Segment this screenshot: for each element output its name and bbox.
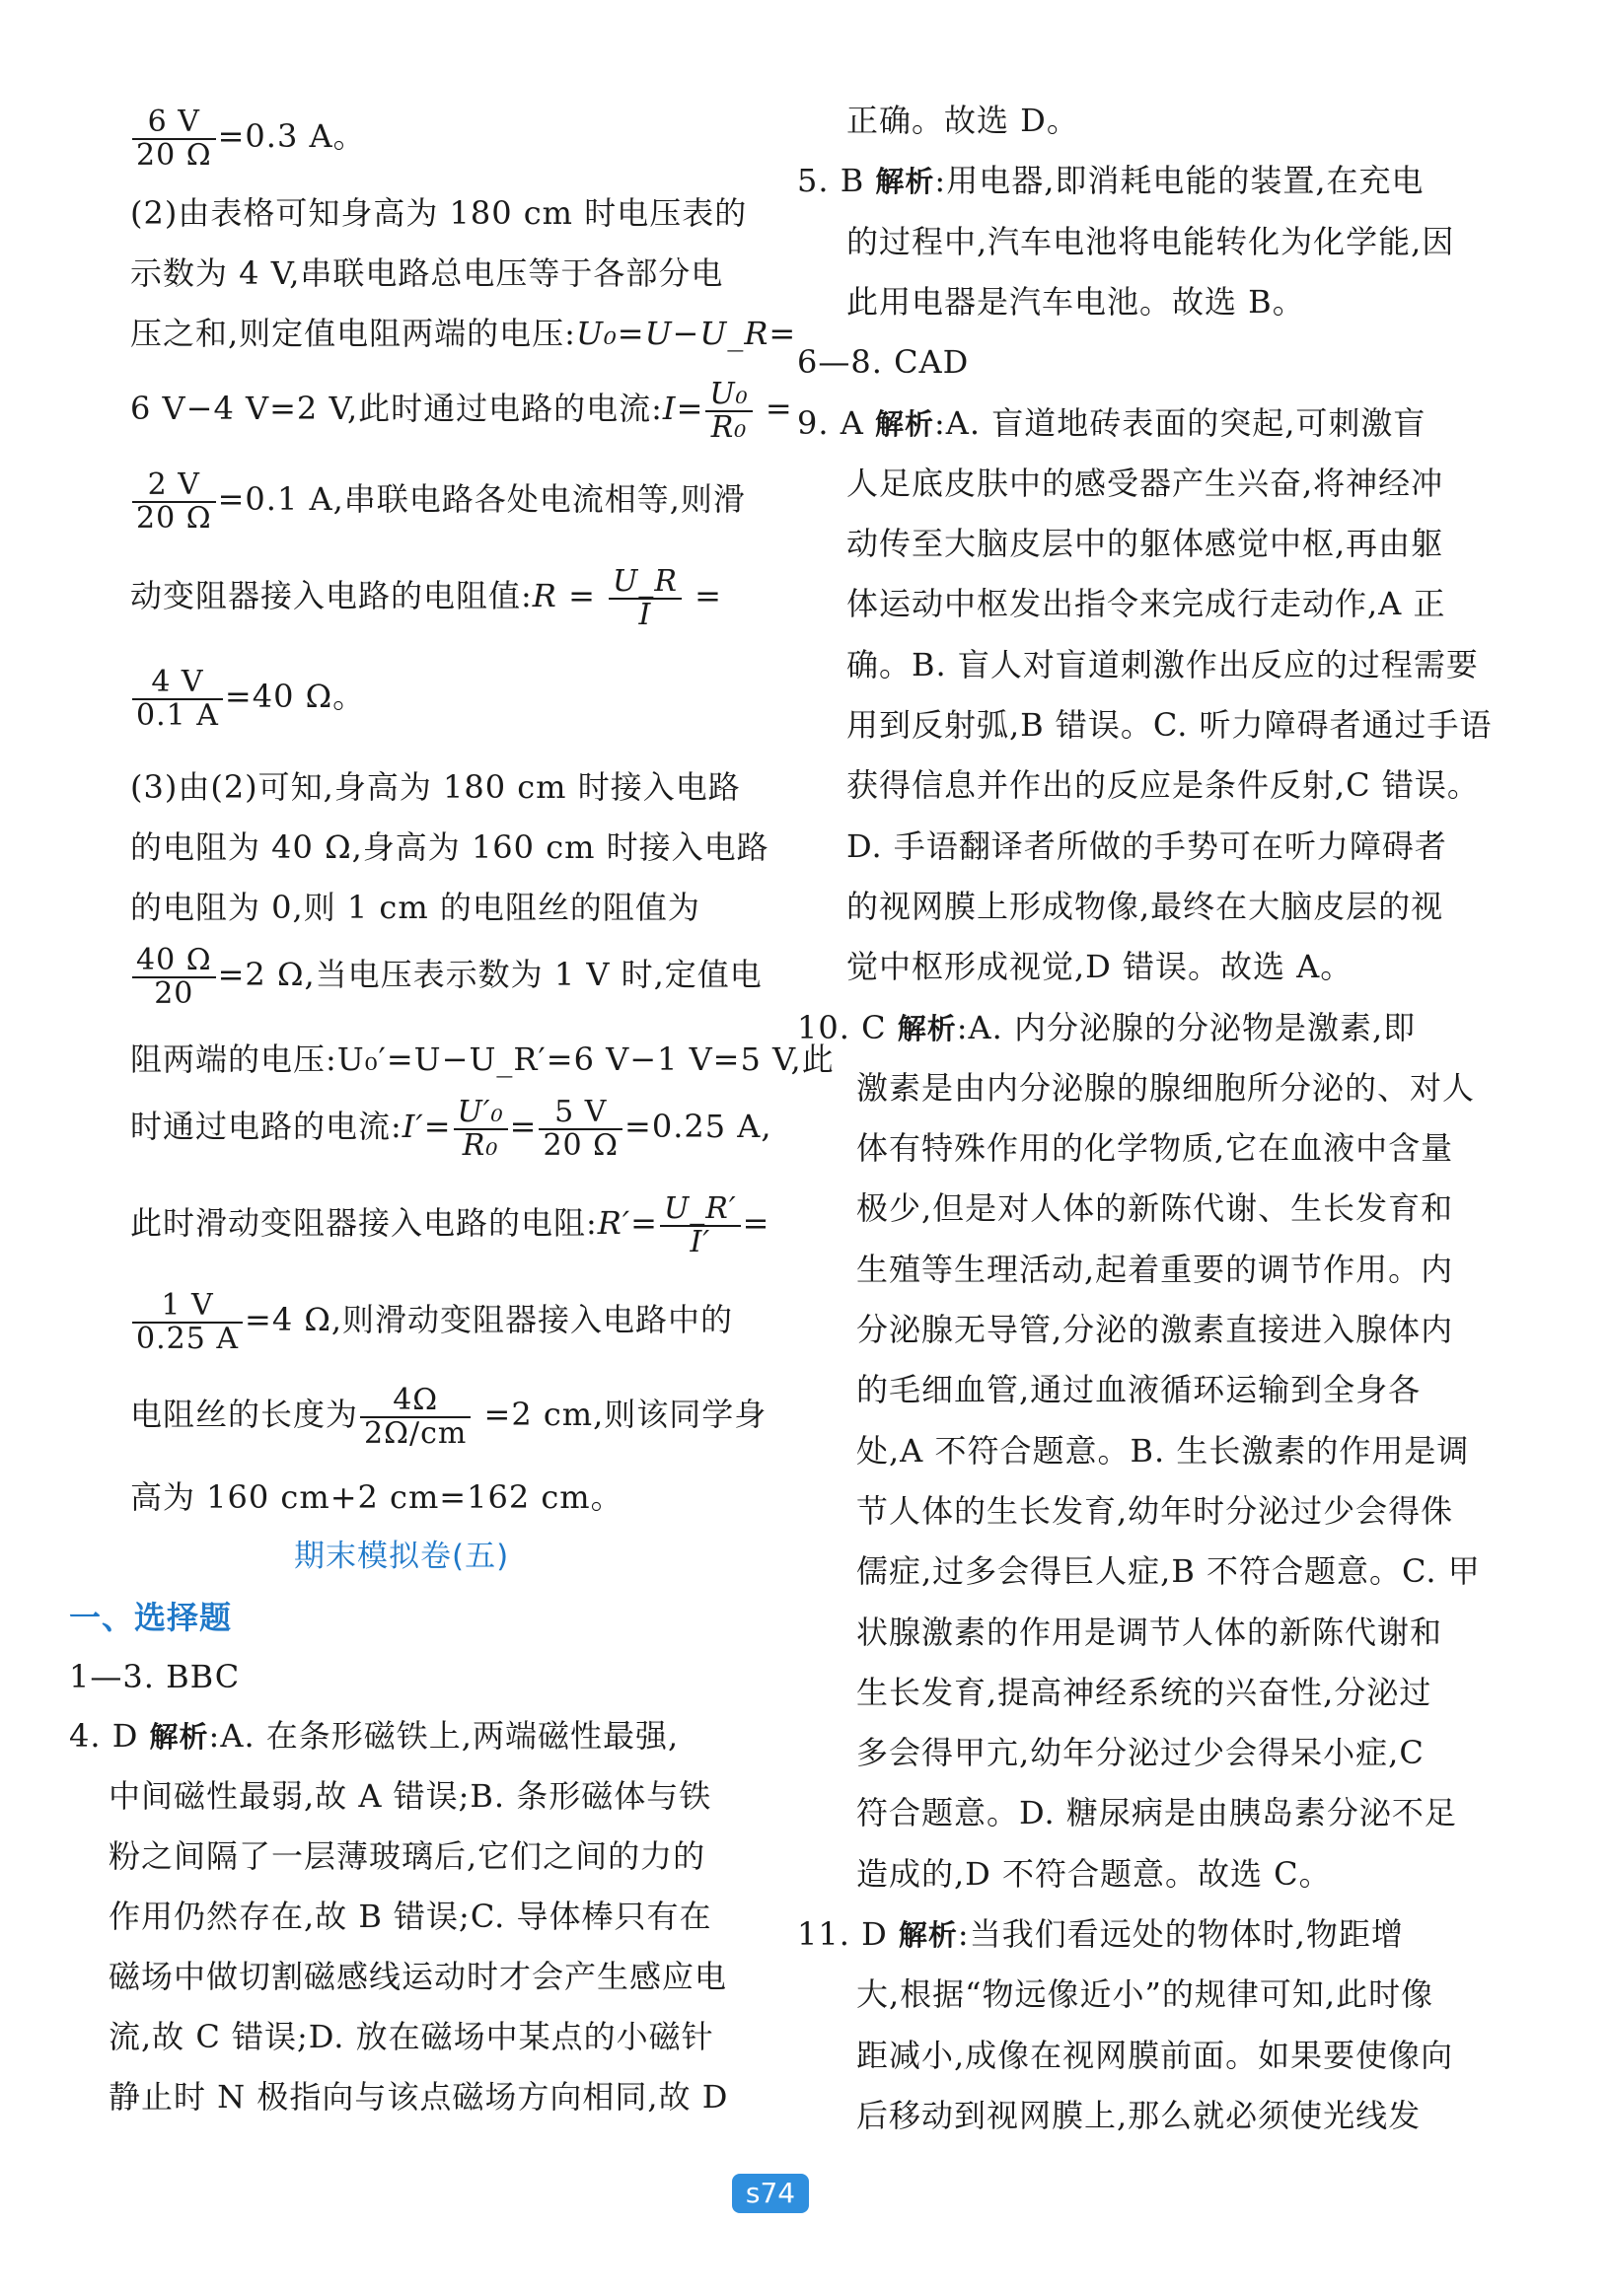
analysis-label: 解析 <box>875 165 935 198</box>
right-line: 正确。故选 D。 <box>846 102 1079 139</box>
left-line-11: 的电阻为 0,则 1 cm 的电阻丝的阻值为 <box>130 889 700 926</box>
left-line-14: 时通过电路的电流:I′= $\frac{\text{U′₀}}{\text{R₀}}$ = $\frac{5 V}{20 \Omega}$ =0.25 A, <box>130 1095 772 1163</box>
left-line-9: (3)由(2)可知,身高为 180 cm 时接入电路 <box>130 768 741 806</box>
right-line: 用到反射弧,B 错误。C. 听力障碍者通过手语 <box>846 706 1493 744</box>
analysis-label: 解析 <box>897 1012 957 1045</box>
fraction: $\frac{5 V}{20 \Omega}$ <box>539 1097 622 1161</box>
right-line: 极少,但是对人体的新陈代谢、生长发育和 <box>856 1189 1454 1227</box>
right-line: 人足底皮肤中的感受器产生兴奋,将神经冲 <box>846 465 1444 502</box>
right-line: 6—8. CAD <box>797 343 970 381</box>
right-line: 分泌腺无导管,分泌的激素直接进入腺体内 <box>856 1311 1454 1348</box>
left-line-6: $\frac{2 V}{20 \Omega}$ =0.1 A,串联电路各处电流相等,则滑 <box>130 469 746 534</box>
fraction: $\frac{1 V}{0.25 A}$ <box>132 1290 243 1354</box>
q4-line-6: 静止时 N 极指向与该点磁场方向相同,故 D <box>109 2078 729 2116</box>
right-line: 的过程中,汽车电池将电能转化为化学能,因 <box>846 223 1455 260</box>
left-line-18: 高为 160 cm+2 cm=162 cm。 <box>130 1478 623 1516</box>
right-line: 获得信息并作出的反应是条件反射,C 错误。 <box>846 766 1480 804</box>
right-line: 生殖等生理活动,起着重要的调节作用。内 <box>856 1251 1454 1288</box>
fraction: $\frac{4 V}{0.1 A}$ <box>132 667 223 731</box>
left-line-12: $\frac{40 \Omega}{20}$ =2 Ω,当电压表示数为 1 V 时,定值电 <box>130 945 763 1009</box>
analysis-label: 解析 <box>874 407 934 441</box>
q4-line-5: 流,故 C 错误;D. 放在磁场中某点的小磁针 <box>109 2018 714 2055</box>
right-line: 觉中枢形成视觉,D 错误。故选 A。 <box>846 948 1353 985</box>
right-line: 的毛细血管,通过血液循环运输到全身各 <box>856 1371 1422 1408</box>
right-line: D. 手语翻译者所做的手势可在听力障碍者 <box>846 827 1447 865</box>
q4-line-4: 磁场中做切割磁感线运动时才会产生感应电 <box>109 1958 728 1995</box>
right-line: 大,根据“物远像近小”的规律可知,此时像 <box>856 1975 1434 2013</box>
q4-line-3: 作用仍然存在,故 B 错误;C. 导体棒只有在 <box>109 1898 712 1935</box>
right-line: 生长发育,提高神经系统的兴奋性,分泌过 <box>856 1674 1432 1711</box>
left-line-15: 此时滑动变阻器接入电路的电阻:R′= $\frac{U\_R'}{I'}$ = <box>130 1191 770 1259</box>
fraction: $\frac{40 \Omega}{20}$ <box>132 945 216 1009</box>
left-line-7: 动变阻器接入电路的电阻值:R = $\frac{U\_R}{I}$ = <box>130 564 722 632</box>
analysis-label: 解析 <box>149 1720 209 1754</box>
right-line: 状腺激素的作用是调节人体的新陈代谢和 <box>856 1614 1443 1651</box>
q4-line-2: 粉之间隔了一层薄玻璃后,它们之间的力的 <box>109 1837 706 1875</box>
left-line-17: 电阻丝的长度为 $\frac{4\Omega}{2\Omega/cm}$ =2 cm,则该同学身 <box>130 1383 768 1451</box>
right-line: 5. B 解析:用电器,即消耗电能的装置,在充电 <box>797 162 1425 199</box>
right-line: 儒症,过多会得巨人症,B 不符合题意。C. 甲 <box>856 1552 1481 1590</box>
fraction: $\frac{\text{U₀}}{\text{R₀}}$ <box>705 379 752 443</box>
q4-line-0: 4. D 解析:A. 在条形磁铁上,两端磁性最强, <box>69 1717 680 1755</box>
right-line: 确。B. 盲人对盲道刺激作出反应的过程需要 <box>846 646 1479 683</box>
right-line: 体运动中枢发出指令来完成行走动作,A 正 <box>846 585 1446 622</box>
right-line: 造成的,D 不符合题意。故选 C。 <box>856 1855 1332 1893</box>
right-line: 动传至大脑皮层中的躯体感觉中枢,再由躯 <box>846 525 1444 562</box>
right-line: 符合题意。D. 糖尿病是由胰岛素分泌不足 <box>856 1794 1457 1831</box>
right-line: 多会得甲亢,幼年分泌过少会得呆小症,C <box>856 1734 1425 1771</box>
page-number-badge: s74 <box>732 2174 809 2213</box>
right-line: 10. C 解析:A. 内分泌腺的分泌物是激素,即 <box>797 1009 1417 1046</box>
right-line: 处,A 不符合题意。B. 生长激素的作用是调 <box>856 1432 1470 1470</box>
fraction: $\frac{4\Omega}{2\Omega/cm}$ <box>360 1385 471 1449</box>
right-line: 后移动到视网膜上,那么就必须使光线发 <box>856 2097 1422 2134</box>
right-line: 距减小,成像在视网膜前面。如果要使像向 <box>856 2037 1454 2074</box>
left-line-5: 6 V−4 V=2 V,此时通过电路的电流:I= $\frac{\text{U₀}}{\text{R₀}}$ = <box>130 377 793 445</box>
fraction: $\frac{2 V}{20 \Omega}$ <box>132 469 216 534</box>
left-line-16: $\frac{1 V}{0.25 A}$ =4 Ω,则滑动变阻器接入电路中的 <box>130 1290 733 1354</box>
left-line-8: $\frac{4 V}{0.1 A}$ =40 Ω。 <box>130 667 365 731</box>
fraction: $\frac{U\_R'}{I'}$ <box>660 1193 741 1257</box>
answer-1-3: 1—3. BBC <box>69 1658 241 1695</box>
fraction: $\frac{6 V}{20 \Omega}$ <box>132 107 216 171</box>
section-heading: 一、选择题 <box>69 1599 233 1636</box>
right-line: 9. A 解析:A. 盲道地砖表面的突起,可刺激盲 <box>797 404 1426 442</box>
right-line: 激素是由内分泌腺的腺细胞所分泌的、对人 <box>856 1069 1476 1107</box>
fraction: $\frac{\text{U′₀}}{\text{R₀}}$ <box>454 1097 508 1161</box>
analysis-label: 解析 <box>898 1918 958 1952</box>
left-line-1: $\frac{6 V}{20 \Omega}$ =0.3 A。 <box>130 107 366 171</box>
fraction: $\frac{U\_R}{I}$ <box>609 566 682 630</box>
q4-line-1: 中间磁性最弱,故 A 错误;B. 条形磁体与铁 <box>109 1777 712 1815</box>
left-line-2: (2)由表格可知身高为 180 cm 时电压表的 <box>130 194 748 232</box>
left-line-3: 示数为 4 V,串联电路总电压等于各部分电 <box>130 254 724 292</box>
left-line-13: 阻两端的电压:U₀′=U−U_R′=6 V−1 V=5 V,此 <box>130 1040 835 1078</box>
right-line: 的视网膜上形成物像,最终在大脑皮层的视 <box>846 888 1444 925</box>
right-line: 11. D 解析:当我们看远处的物体时,物距增 <box>797 1915 1404 1953</box>
right-line: 节人体的生长发育,幼年时分泌过少会得侏 <box>856 1492 1454 1530</box>
left-line-10: 的电阻为 40 Ω,身高为 160 cm 时接入电路 <box>130 828 769 866</box>
right-line: 此用电器是汽车电池。故选 B。 <box>846 283 1305 321</box>
exam-title: 期末模拟卷(五) <box>294 1539 510 1574</box>
right-line: 体有特殊作用的化学物质,它在血液中含量 <box>856 1129 1454 1167</box>
left-line-4: 压之和,则定值电阻两端的电压:U₀=U−U_R= <box>130 315 797 352</box>
